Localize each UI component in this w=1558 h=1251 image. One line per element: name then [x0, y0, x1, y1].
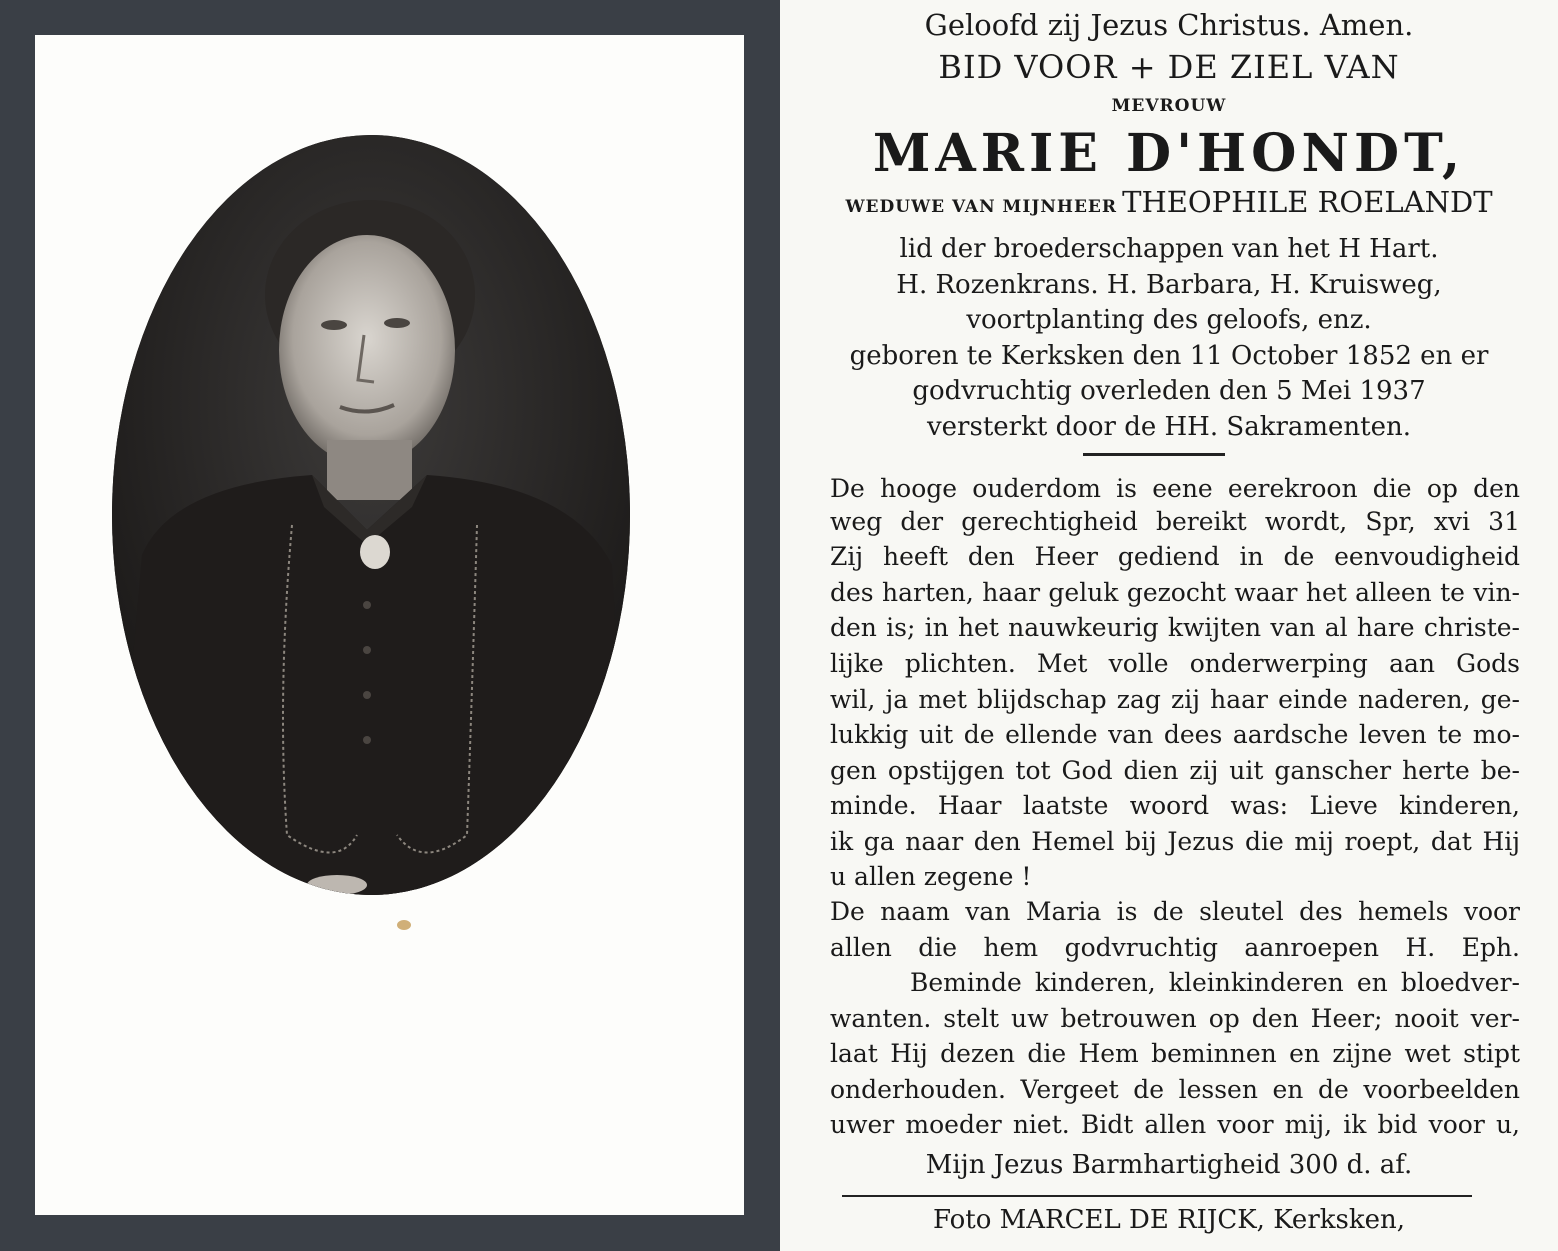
text-line: lijke plichten. Met volle onderwerping aan Gods [830, 649, 1520, 678]
deceased-name: MARIE D'HONDT, [872, 123, 1466, 184]
text-line: wanten. stelt uw betrouwen op den Heer; nooit ver- [830, 1004, 1520, 1033]
text-line: Beminde kinderen, kleinkinderen en bloedver- [910, 968, 1520, 997]
detail-line: voortplanting des geloofs, enz. [966, 305, 1372, 335]
honorific: MEVROUW [1111, 96, 1227, 116]
detail-line: H. Rozenkrans. H. Barbara, H. Kruisweg, [896, 270, 1442, 300]
text-line: den is; in het nauwkeurig kwijten van al hare christe- [830, 613, 1520, 642]
photo-credit: Foto MARCEL DE RIJCK, Kerksken, [932, 1205, 1405, 1235]
divider-short [1083, 453, 1225, 456]
portrait-photo [112, 135, 630, 895]
widow-of-line [780, 185, 1558, 219]
detail-line: godvruchtig overleden den 5 Mei 1937 [912, 376, 1426, 406]
text-line: Zij heeft den Heer gediend in de eenvoudigheid [830, 542, 1520, 571]
text-line: u allen zegene ! [830, 862, 1032, 891]
text-line: weg der gerechtigheid bereikt wordt, Spr, xvi 31 [830, 507, 1520, 536]
widow-of-name: THEOPHILE ROELANDT [1122, 185, 1493, 219]
indulgence-line: Mijn Jezus Barmhartigheid 300 d. af. [925, 1150, 1413, 1180]
text-line: allen die hem godvruchtig aanroepen H. Eph. [830, 933, 1520, 962]
detail-line: geboren te Kerksken den 11 October 1852 en er [849, 341, 1489, 371]
widow-of-prefix: WEDUWE VAN MIJNHEER [845, 197, 1118, 217]
photo-card-mount [35, 35, 744, 1215]
text-line: minde. Haar laatste woord was: Lieve kinderen, [830, 791, 1520, 820]
text-line: des harten, haar geluk gezocht waar het alleen te vin- [830, 578, 1520, 607]
text-line: De naam van Maria is de sleutel des hemels voor [830, 897, 1520, 926]
detail-line: versterkt door de HH. Sakramenten. [926, 412, 1412, 442]
prayer-line: BID VOOR + DE ZIEL VAN [938, 48, 1400, 86]
text-line: onderhouden. Vergeet de lessen en de voorbeelden [830, 1075, 1520, 1104]
foxing-spot [397, 920, 411, 930]
text-card [780, 0, 1558, 1251]
text-line: gen opstijgen tot God dien zij uit ganscher herte be- [830, 756, 1520, 785]
text-line: laat Hij dezen die Hem beminnen en zijne wet stipt [830, 1039, 1520, 1068]
detail-line: lid der broederschappen van het H Hart. [899, 234, 1439, 264]
portrait-oval [112, 135, 630, 895]
text-line: ik ga naar den Hemel bij Jezus die mij roept, dat Hij [830, 827, 1520, 856]
text-line: lukkig uit de ellende van dees aardsche leven te mo- [830, 720, 1520, 749]
card-heading: Geloofd zij Jezus Christus. Amen. [924, 8, 1414, 42]
text-line: wil, ja met blijdschap zag zij haar einde naderen, ge- [830, 685, 1520, 714]
text-line: De hooge ouderdom is eene eerekroon die op den [830, 474, 1520, 503]
divider-long [842, 1195, 1472, 1197]
text-line: uwer moeder niet. Bidt allen voor mij, ik bid voor u, [830, 1110, 1520, 1139]
